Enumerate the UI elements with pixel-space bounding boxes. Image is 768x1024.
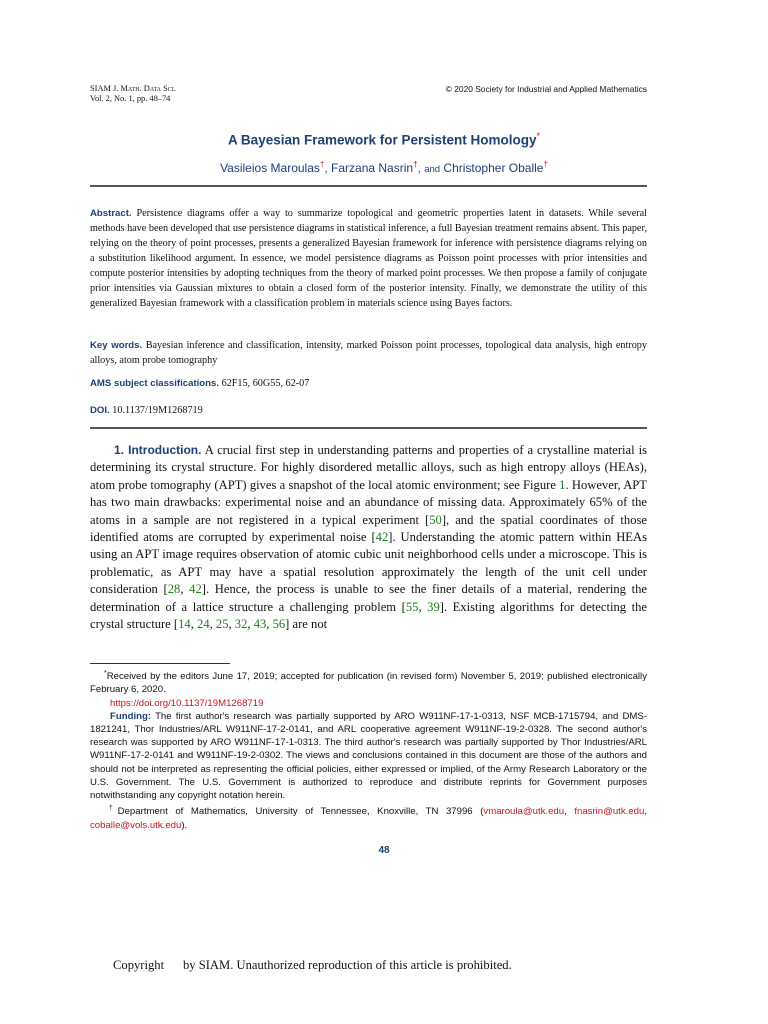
abstract-text: Persistence diagrams offer a way to summarize topological and geometric properties latent in datasets. While several methods have been developed that use persistence diagrams in statistical inference, a full Bayesian treatment remains absent. This paper, relying on the theory of point processes, presents a generalized Bayesian framework for inference with persistence diagrams relying on a substitution likelihood argument. In essence, we model persistence diagrams as Poisson point processes with prior intensities and compute posterior intensities by adopting techniques from the theory of marked point processes. We then propose a family of conjugate prior intensities via Gaussian mixtures to obtain a closed form of the posterior intensity. Finally, we demonstrate the utility of this generalized Bayesian framework with a classification problem in materials science using Bayes factors. [90, 208, 648, 309]
author-3-mark[interactable]: † [543, 160, 548, 169]
citation-sep: , [266, 617, 273, 632]
citation-sep: , [180, 582, 190, 597]
citation-link[interactable]: 24 [197, 617, 210, 632]
section-heading-introduction: 1. Introduction. [114, 443, 202, 457]
figure-ref[interactable]: 1 [559, 477, 566, 492]
email-link[interactable]: vmaroula@utk.edu [483, 806, 565, 818]
citation-link[interactable]: 25 [215, 617, 229, 632]
author-sep-1: , [324, 161, 328, 175]
volume-info: Vol. 2, No. 1, pp. 48–74 [90, 94, 171, 103]
footnote-rule [90, 663, 230, 664]
citation-link[interactable]: 56 [272, 617, 286, 632]
citation-link[interactable]: 42 [189, 582, 202, 597]
author-1-mark[interactable]: † [319, 160, 325, 169]
email-sep: , [564, 806, 575, 818]
keywords [90, 338, 647, 368]
citation-link[interactable]: 28 [167, 582, 181, 597]
abstract [90, 206, 647, 311]
intro-text-5: ]. Hence, the process is unable to see the finer details of a material, rendering the determination of a lattice structure a challenging problem [ [90, 582, 647, 614]
title-footnote-mark[interactable]: * [536, 131, 541, 141]
citation-sep: , [418, 599, 428, 614]
intro-text-6: ]. Existing algorithms for detecting the crystal structure [ [90, 599, 647, 632]
intro-text-4: ]. Understanding the atomic pattern within HEAs using an APT image requires observation of atomic cubic unit neighborhood cells under a microscope. This is problematic, as APT may have a spatial resolution approximately the length of the unit cell under consideration [ [90, 530, 647, 597]
author-2: Farzana Nasrin [331, 161, 414, 175]
citation-sep: , [228, 617, 235, 632]
received-text: Received by the editors June 17, 2019; accepted for publication (in revised form) November 5, 2019; published electronically February 6, 2020. [90, 671, 647, 696]
author-sep-2: , [417, 161, 421, 175]
title-rule [90, 185, 647, 187]
introduction-paragraph [90, 442, 647, 633]
journal-name: SIAM J. Math. Data Sci. [90, 84, 176, 93]
citation-sep: , [190, 617, 198, 632]
footnote-dagger-mark: † [104, 805, 118, 813]
footnotes [90, 667, 647, 832]
doi-text: 10.1137/19M1268719 [112, 405, 203, 416]
ams-classifications [90, 376, 647, 391]
funding-text: The first author's research was partially supported by ARO W911NF-17-1-0313, NSF MCB-1715794, and DMS-1821241, Thor Industries/ARL W911NF-17-2-0141, and ARL cooperative agreement W911NF-19-2-0328. The second author's research was supported by ARO W911NF-17-1-0313. The third author's research was partially supported by Thor Industries/ARL W911NF-17-2-0141 and W911NF-19-2-0302. The views and conclusions contained in this document are those of the authors and should not be interpreted as representing the official policies, either expressed or implied, of the Army Research Laboratory or the U.S. Government. The U.S. Government is authorized to reproduce and distribute reprints for Government purposes notwithstanding any copyright notation herein. [90, 710, 647, 802]
footnote-received [90, 667, 647, 697]
affiliation-close: ). [181, 819, 188, 831]
ams-label: AMS subject classifications. [90, 378, 220, 389]
author-3: Christopher Oballe [443, 161, 544, 175]
email-link[interactable]: fnasrin@utk.edu [574, 806, 645, 818]
affiliation-text: Department of Mathematics, University of Tennessee, Knoxville, TN 37996 ( [117, 806, 484, 818]
citation-link[interactable]: 42 [375, 530, 389, 545]
doi-url-link[interactable]: https://doi.org/10.1137/19M1268719 [110, 697, 264, 709]
citation-link[interactable]: 39 [427, 599, 440, 614]
page-number: 48 [378, 845, 390, 856]
keywords-text: Bayesian inference and classification, intensity, marked Poisson point processes, topological data analysis, high entropy alloys, atom probe tomography [90, 340, 647, 366]
doi-label: DOI. [90, 405, 110, 416]
bottom-copyright: Copyright by SIAM. Unauthorized reproduction of this article is prohibited. [113, 958, 512, 972]
citation-link[interactable]: 43 [253, 617, 267, 632]
citation-link[interactable]: 14 [178, 617, 191, 632]
keywords-label: Key words. [90, 340, 143, 351]
doi-line [90, 403, 647, 418]
intro-text-2: . However, APT has two main drawbacks: experimental noise and an abundance of missing data. Approximately 65% of the atoms in a sample are not registered in a typical experiment [ [90, 477, 647, 527]
intro-text-1: A crucial first step in understanding patterns and properties of a crystalline material is determining its crystal structure. For highly disordered metallic alloys, such as high entropy alloys (HEAs), atom probe tomography (APT) gives a snapshot of the local atomic environment; see Figure [90, 443, 647, 492]
abstract-label: Abstract. [90, 208, 132, 219]
citation-sep: , [209, 617, 216, 632]
citation-link[interactable]: 50 [429, 512, 442, 527]
footnote-affiliation [90, 802, 647, 832]
running-header-left [90, 84, 176, 104]
citation-link[interactable]: 55 [405, 599, 419, 614]
author-2-mark[interactable]: † [413, 160, 418, 169]
intro-text-3: ], and the spatial coordinates of those identified atoms are corrupted by experimental noise [ [90, 512, 647, 545]
title-text: A Bayesian Framework for Persistent Homology [227, 132, 537, 148]
author-list [0, 160, 768, 175]
paper-title [0, 131, 768, 148]
section-rule [90, 427, 647, 429]
funding-label: Funding: [110, 710, 152, 722]
author-1: Vasileios Maroulas [220, 161, 320, 175]
author-conjunction: and [424, 164, 441, 175]
footnote-funding [90, 710, 647, 802]
citation-sep: , [247, 617, 254, 632]
intro-text-7: ] are not [285, 617, 328, 632]
footnote-url-line [90, 697, 647, 710]
email-sep: , [644, 806, 647, 818]
email-link[interactable]: coballe@vols.utk.edu [90, 819, 182, 831]
ams-text: 62F15, 60G55, 62-07 [221, 378, 310, 389]
footnote-star-mark: * [104, 670, 107, 677]
copyright-notice: © 2020 Society for Industrial and Applied Mathematics [445, 84, 647, 94]
citation-link[interactable]: 32 [234, 617, 248, 632]
